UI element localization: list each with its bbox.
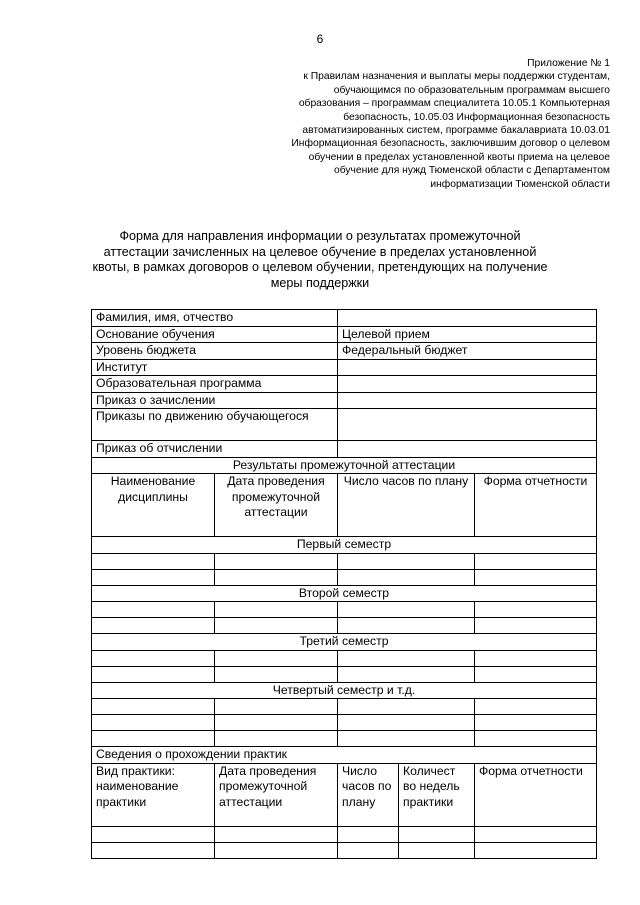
table-cell[interactable] [92,618,215,634]
appendix-header [230,57,610,191]
table-cell[interactable] [92,650,215,666]
appendix-line: информатизации Тюменской области [430,178,610,190]
table-cell[interactable] [338,602,475,618]
info-label-budget-level: Уровень бюджета [92,343,338,360]
info-value-institute[interactable] [338,359,597,376]
table-row [92,715,597,731]
table-cell[interactable] [92,842,215,858]
appendix-line: Информационная безопасность, заключившим договор о целевом [291,138,610,150]
table-cell[interactable] [215,666,338,682]
table-cell[interactable] [338,569,475,585]
info-label-program: Образовательная программа [92,376,338,393]
title-line: Форма для направления информации о результатах промежуточной [119,229,521,243]
semester-3-heading: Третий семестр [92,634,597,651]
table-cell[interactable] [475,553,597,569]
table-cell[interactable] [92,715,215,731]
title-line: аттестации зачисленных на целевое обучение в пределах установленной [103,244,537,259]
info-value-expulsion-order[interactable] [338,441,597,458]
table-cell[interactable] [475,842,597,858]
table-row [92,650,597,666]
table-row [92,699,597,715]
table-cell[interactable] [215,715,338,731]
table-row [92,569,597,585]
table-cell[interactable] [92,602,215,618]
appendix-line: обучении в пределах установленной квоты приема на целевое [308,151,610,163]
table-cell[interactable] [399,842,475,858]
table-cell[interactable] [338,650,475,666]
col-practice-type: Вид практики: наименование практики [92,763,215,826]
table-cell[interactable] [475,826,597,842]
appendix-line: обучение для нужд Тюменской области с Департаментом [334,165,610,177]
table-cell[interactable] [92,553,215,569]
col-practice-attestation-date: Дата проведения промежуточной аттестации [215,763,338,826]
table-cell[interactable] [475,602,597,618]
table-cell[interactable] [338,666,475,682]
table-cell[interactable] [475,666,597,682]
table-cell[interactable] [338,731,475,747]
practices-heading: Сведения о прохождении практик [92,747,597,764]
info-label-expulsion-order: Приказ об отчислении [92,441,338,458]
table-row [92,553,597,569]
semester-2-heading: Второй семестр [92,585,597,602]
table-cell[interactable] [92,569,215,585]
table-cell[interactable] [215,618,338,634]
table-cell[interactable] [92,731,215,747]
table-cell[interactable] [338,618,475,634]
table-cell[interactable] [215,699,338,715]
table-row [92,602,597,618]
form-title [60,229,580,291]
table-cell[interactable] [475,715,597,731]
info-label-full-name: Фамилия, имя, отчество [92,310,338,327]
table-cell[interactable] [475,650,597,666]
table-row [92,731,597,747]
info-value-movement-orders[interactable] [338,409,597,441]
appendix-line: обучающимся по образовательным программам высшего [333,84,610,96]
info-label-study-basis: Основание обучения [92,326,338,343]
table-cell[interactable] [338,553,475,569]
table-cell[interactable] [92,699,215,715]
table-cell[interactable] [215,602,338,618]
results-heading: Результаты промежуточной аттестации [92,457,597,474]
semester-4-heading: Четвертый семестр и т.д. [92,682,597,699]
appendix-line: безопасность, 10.05.03 Информационная безопасность [343,111,610,123]
col-practice-weeks: Количест во недель практики [399,763,475,826]
col-report-form: Форма отчетности [475,474,597,537]
table-cell[interactable] [475,731,597,747]
info-value-study-basis[interactable]: Целевой прием [338,326,597,343]
table-cell[interactable] [215,826,338,842]
table-cell[interactable] [338,842,399,858]
info-value-budget-level[interactable]: Федеральный бюджет [338,343,597,360]
table-cell[interactable] [338,826,399,842]
table-row [92,666,597,682]
col-hours: Число часов по плану [338,474,475,537]
table-cell[interactable] [215,569,338,585]
table-cell[interactable] [338,715,475,731]
appendix-line: к Правилам назначения и выплаты меры поддержки студентам, [303,71,610,83]
table-cell[interactable] [475,569,597,585]
info-value-full-name[interactable] [338,310,597,327]
table-cell[interactable] [475,699,597,715]
table-cell[interactable] [92,666,215,682]
table-cell[interactable] [215,553,338,569]
title-line: квоты, в рамках договоров о целевом обучении, претендующих на получение [92,260,548,274]
col-practice-hours: Число часов по плану [338,763,399,826]
info-label-institute: Институт [92,359,338,376]
info-label-movement-orders: Приказы по движению обучающегося [92,409,338,441]
col-discipline-name: Наименование дисциплины [92,474,215,537]
table-cell[interactable] [215,650,338,666]
table-cell[interactable] [92,826,215,842]
appendix-line: Приложение № 1 [527,58,610,69]
semester-1-heading: Первый семестр [92,537,597,554]
table-cell[interactable] [475,618,597,634]
table-cell[interactable] [399,826,475,842]
col-attestation-date: Дата проведения промежуточной аттестации [215,474,338,537]
form-table [91,309,597,859]
title-line: меры поддержки [270,275,370,290]
table-cell[interactable] [338,699,475,715]
table-row [92,826,597,842]
appendix-line: автоматизированных систем, программе бакалавриата 10.03.01 [302,125,610,137]
table-cell[interactable] [215,731,338,747]
col-practice-report-form: Форма отчетности [475,763,597,826]
page-number: 6 [316,32,324,46]
info-value-program[interactable] [338,376,597,393]
table-row [92,842,597,858]
table-cell[interactable] [215,842,338,858]
info-value-enrollment-order[interactable] [338,392,597,409]
info-label-enrollment-order: Приказ о зачислении [92,392,338,409]
table-row [92,618,597,634]
appendix-line: образования – программам специалитета 10.05.1 Компьютерная [298,98,610,110]
